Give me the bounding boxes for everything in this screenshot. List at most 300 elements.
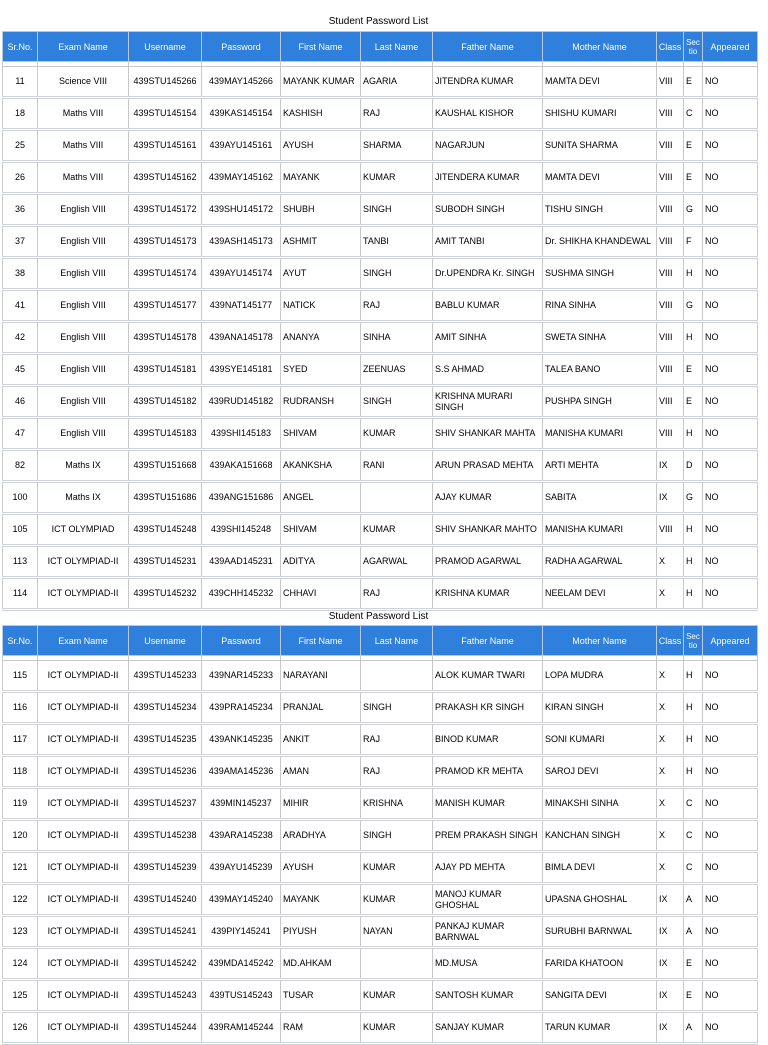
cell-father-name: SHIV SHANKAR MAHTO — [433, 514, 543, 546]
header-first-name: First Name — [281, 626, 361, 656]
cell-exam-name: ICT OLYMPIAD-II — [38, 724, 129, 756]
cell-section: E — [684, 948, 703, 980]
cell-exam-name: Maths VIII — [38, 130, 129, 162]
cell-exam-name: ICT OLYMPIAD-II — [38, 756, 129, 788]
cell-password: 439AAD145231 — [202, 546, 281, 578]
cell-section: H — [684, 724, 703, 756]
header-father-name: Father Name — [433, 626, 543, 656]
cell-last-name: SINGH — [361, 386, 433, 418]
cell-appeared: NO — [703, 450, 758, 482]
cell-section: E — [684, 354, 703, 386]
cell-appeared: NO — [703, 948, 758, 980]
cell-sr-no: 119 — [3, 788, 38, 820]
cell-last-name: SINGH — [361, 820, 433, 852]
cell-sr-no: 126 — [3, 1012, 38, 1044]
cell-username: 439STU151686 — [129, 482, 202, 514]
cell-section: A — [684, 884, 703, 916]
cell-first-name: SHIVAM — [281, 514, 361, 546]
cell-username: 439STU145233 — [129, 661, 202, 692]
cell-mother-name: TISHU SINGH — [543, 194, 657, 226]
cell-sr-no: 36 — [3, 194, 38, 226]
table-row — [3, 820, 758, 852]
cell-class: X — [657, 852, 684, 884]
cell-password: 439CHH145232 — [202, 578, 281, 610]
header-section — [684, 626, 703, 656]
cell-mother-name: MINAKSHI SINHA — [543, 788, 657, 820]
table-row — [3, 578, 758, 610]
table-row — [3, 546, 758, 578]
table-title: Student Password List — [328, 16, 429, 27]
cell-last-name: RAJ — [361, 578, 433, 610]
cell-first-name: SHIVAM — [281, 418, 361, 450]
cell-first-name: MAYANK — [281, 162, 361, 194]
header-password: Password — [202, 32, 281, 62]
cell-section: H — [684, 661, 703, 692]
cell-father-name: PRAKASH KR SINGH — [433, 692, 543, 724]
cell-sr-no: 41 — [3, 290, 38, 322]
cell-password: 439MAY145266 — [202, 67, 281, 98]
cell-exam-name: ICT OLYMPIAD-II — [38, 546, 129, 578]
cell-appeared: NO — [703, 258, 758, 290]
cell-password: 439MAY145162 — [202, 162, 281, 194]
cell-last-name — [361, 948, 433, 980]
cell-first-name: PIYUSH — [281, 916, 361, 948]
cell-first-name: PRANJAL — [281, 692, 361, 724]
cell-appeared: NO — [703, 322, 758, 354]
cell-password: 439PIY145241 — [202, 916, 281, 948]
cell-password: 439RUD145182 — [202, 386, 281, 418]
cell-section: E — [684, 980, 703, 1012]
cell-section: H — [684, 514, 703, 546]
cell-username: 439STU145239 — [129, 852, 202, 884]
cell-last-name: NAYAN — [361, 916, 433, 948]
cell-appeared: NO — [703, 661, 758, 692]
cell-mother-name: FARIDA KHATOON — [543, 948, 657, 980]
cell-sr-no: 120 — [3, 820, 38, 852]
cell-exam-name: ICT OLYMPIAD-II — [38, 980, 129, 1012]
cell-father-name: S.S AHMAD — [433, 354, 543, 386]
header-password: Password — [202, 626, 281, 656]
cell-sr-no: 114 — [3, 578, 38, 610]
cell-sr-no: 124 — [3, 948, 38, 980]
cell-sr-no: 121 — [3, 852, 38, 884]
cell-appeared: NO — [703, 724, 758, 756]
cell-last-name: KUMAR — [361, 884, 433, 916]
cell-sr-no: 116 — [3, 692, 38, 724]
cell-appeared: NO — [703, 884, 758, 916]
cell-sr-no: 11 — [3, 67, 38, 98]
header-exam-name: Exam Name — [38, 32, 129, 62]
cell-father-name: MD.MUSA — [433, 948, 543, 980]
cell-sr-no: 18 — [3, 98, 38, 130]
cell-username: 439STU145244 — [129, 1012, 202, 1044]
cell-section: E — [684, 67, 703, 98]
cell-appeared: NO — [703, 386, 758, 418]
table-body — [3, 661, 758, 1044]
cell-password: 439AYU145174 — [202, 258, 281, 290]
cell-sr-no: 46 — [3, 386, 38, 418]
cell-father-name: SANJAY KUMAR — [433, 1012, 543, 1044]
cell-password: 439TUS145243 — [202, 980, 281, 1012]
cell-last-name: AGARWAL — [361, 546, 433, 578]
cell-password: 439ANK145235 — [202, 724, 281, 756]
cell-class: X — [657, 820, 684, 852]
cell-section: E — [684, 386, 703, 418]
cell-father-name: ALOK KUMAR TWARI — [433, 661, 543, 692]
cell-father-name: JITENDRA KUMAR — [433, 67, 543, 98]
table-row — [3, 980, 758, 1012]
cell-class: VIII — [657, 386, 684, 418]
cell-appeared: NO — [703, 820, 758, 852]
cell-mother-name: SAROJ DEVI — [543, 756, 657, 788]
cell-exam-name: ICT OLYMPIAD-II — [38, 578, 129, 610]
cell-username: 439STU145243 — [129, 980, 202, 1012]
cell-password: 439ANG151686 — [202, 482, 281, 514]
header-section-line1: Sec — [686, 631, 700, 641]
header-appeared: Appeared — [703, 626, 758, 656]
cell-mother-name: SUNITA SHARMA — [543, 130, 657, 162]
cell-password: 439SHU145172 — [202, 194, 281, 226]
header-exam-name: Exam Name — [38, 626, 129, 656]
cell-username: 439STU145238 — [129, 820, 202, 852]
cell-mother-name: SHISHU KUMARI — [543, 98, 657, 130]
header-section-line1: Sec — [686, 37, 700, 47]
cell-last-name: RAJ — [361, 756, 433, 788]
cell-last-name — [361, 661, 433, 692]
cell-appeared: NO — [703, 194, 758, 226]
cell-section: G — [684, 290, 703, 322]
cell-class: X — [657, 724, 684, 756]
header-class: Class — [657, 32, 684, 62]
header-sr-no: Sr.No. — [3, 626, 38, 656]
cell-class: IX — [657, 1012, 684, 1044]
cell-password: 439SHI145183 — [202, 418, 281, 450]
cell-father-name: BABLU KUMAR — [433, 290, 543, 322]
cell-exam-name: Maths IX — [38, 482, 129, 514]
student-password-table — [2, 31, 758, 611]
cell-last-name: KUMAR — [361, 514, 433, 546]
cell-last-name: KUMAR — [361, 418, 433, 450]
cell-exam-name: English VIII — [38, 194, 129, 226]
cell-password: 439MAY145240 — [202, 884, 281, 916]
cell-class: IX — [657, 980, 684, 1012]
cell-father-name: JITENDERA KUMAR — [433, 162, 543, 194]
cell-mother-name: RINA SINHA — [543, 290, 657, 322]
table-row — [3, 482, 758, 514]
cell-appeared: NO — [703, 692, 758, 724]
table-header — [3, 626, 758, 661]
cell-exam-name: ICT OLYMPIAD-II — [38, 661, 129, 692]
cell-mother-name: TARUN KUMAR — [543, 1012, 657, 1044]
cell-last-name: KUMAR — [361, 1012, 433, 1044]
cell-password: 439MDA145242 — [202, 948, 281, 980]
cell-appeared: NO — [703, 130, 758, 162]
cell-section: C — [684, 788, 703, 820]
cell-username: 439STU145162 — [129, 162, 202, 194]
header-section-line2: tio — [688, 46, 698, 56]
cell-sr-no: 123 — [3, 916, 38, 948]
cell-username: 439STU145178 — [129, 322, 202, 354]
cell-password: 439ARA145238 — [202, 820, 281, 852]
cell-exam-name: ICT OLYMPIAD-II — [38, 1012, 129, 1044]
cell-exam-name: Science VIII — [38, 67, 129, 98]
cell-class: IX — [657, 884, 684, 916]
cell-password: 439AYU145239 — [202, 852, 281, 884]
table-row — [3, 450, 758, 482]
cell-exam-name: ICT OLYMPIAD-II — [38, 692, 129, 724]
cell-appeared: NO — [703, 756, 758, 788]
cell-class: X — [657, 692, 684, 724]
cell-class: VIII — [657, 67, 684, 98]
table-row — [3, 162, 758, 194]
header-class: Class — [657, 626, 684, 656]
header-appeared: Appeared — [703, 32, 758, 62]
cell-mother-name: PUSHPA SINGH — [543, 386, 657, 418]
cell-exam-name: ICT OLYMPIAD-II — [38, 852, 129, 884]
cell-exam-name: ICT OLYMPIAD-II — [38, 788, 129, 820]
cell-class: VIII — [657, 290, 684, 322]
cell-first-name: SHUBH — [281, 194, 361, 226]
cell-sr-no: 47 — [3, 418, 38, 450]
cell-username: 439STU145241 — [129, 916, 202, 948]
table-row — [3, 130, 758, 162]
cell-mother-name: SONI KUMARI — [543, 724, 657, 756]
cell-appeared: NO — [703, 226, 758, 258]
cell-username: 439STU145183 — [129, 418, 202, 450]
cell-password: 439ANA145178 — [202, 322, 281, 354]
cell-appeared: NO — [703, 514, 758, 546]
cell-username: 439STU145237 — [129, 788, 202, 820]
cell-mother-name: MANISHA KUMARI — [543, 514, 657, 546]
cell-father-name: SUBODH SINGH — [433, 194, 543, 226]
cell-section: A — [684, 1012, 703, 1044]
cell-class: IX — [657, 450, 684, 482]
cell-mother-name: BIMLA DEVI — [543, 852, 657, 884]
cell-class: VIII — [657, 98, 684, 130]
cell-username: 439STU145172 — [129, 194, 202, 226]
cell-mother-name: LOPA MUDRA — [543, 661, 657, 692]
cell-last-name: KUMAR — [361, 980, 433, 1012]
cell-appeared: NO — [703, 290, 758, 322]
cell-password: 439NAR145233 — [202, 661, 281, 692]
cell-first-name: KASHISH — [281, 98, 361, 130]
cell-first-name: AYUSH — [281, 852, 361, 884]
cell-exam-name: English VIII — [38, 386, 129, 418]
header-mother-name: Mother Name — [543, 626, 657, 656]
cell-sr-no: 105 — [3, 514, 38, 546]
cell-exam-name: ICT OLYMPIAD-II — [38, 916, 129, 948]
cell-username: 439STU145242 — [129, 948, 202, 980]
cell-exam-name: English VIII — [38, 418, 129, 450]
cell-section: C — [684, 820, 703, 852]
header-username: Username — [129, 32, 202, 62]
cell-first-name: MAYANK — [281, 884, 361, 916]
cell-sr-no: 122 — [3, 884, 38, 916]
cell-exam-name: English VIII — [38, 290, 129, 322]
cell-first-name: CHHAVI — [281, 578, 361, 610]
cell-section: E — [684, 162, 703, 194]
cell-appeared: NO — [703, 852, 758, 884]
cell-password: 439AKA151668 — [202, 450, 281, 482]
cell-mother-name: ARTI MEHTA — [543, 450, 657, 482]
cell-father-name: SHIV SHANKAR MAHTA — [433, 418, 543, 450]
table-row — [3, 724, 758, 756]
cell-exam-name: English VIII — [38, 322, 129, 354]
table-row — [3, 948, 758, 980]
cell-appeared: NO — [703, 980, 758, 1012]
cell-father-name: ARUN PRASAD MEHTA — [433, 450, 543, 482]
cell-exam-name: ICT OLYMPIAD — [38, 514, 129, 546]
cell-father-name: NAGARJUN — [433, 130, 543, 162]
table-row — [3, 788, 758, 820]
cell-appeared: NO — [703, 578, 758, 610]
table-row — [3, 67, 758, 98]
cell-appeared: NO — [703, 67, 758, 98]
cell-appeared: NO — [703, 1012, 758, 1044]
cell-last-name: RANI — [361, 450, 433, 482]
cell-password: 439SYE145181 — [202, 354, 281, 386]
cell-sr-no: 38 — [3, 258, 38, 290]
cell-username: 439STU145154 — [129, 98, 202, 130]
table-row — [3, 514, 758, 546]
cell-password: 439PRA145234 — [202, 692, 281, 724]
cell-appeared: NO — [703, 418, 758, 450]
cell-sr-no: 117 — [3, 724, 38, 756]
cell-class: IX — [657, 948, 684, 980]
cell-exam-name: English VIII — [38, 258, 129, 290]
cell-username: 439STU145240 — [129, 884, 202, 916]
cell-father-name: PREM PRAKASH SINGH — [433, 820, 543, 852]
cell-last-name: AGARIA — [361, 67, 433, 98]
cell-section: A — [684, 916, 703, 948]
table-header — [3, 32, 758, 67]
cell-sr-no: 100 — [3, 482, 38, 514]
table-row — [3, 661, 758, 692]
table-title: Student Password List — [328, 611, 429, 622]
cell-appeared: NO — [703, 916, 758, 948]
header-row — [3, 626, 758, 656]
cell-father-name: PRAMOD KR MEHTA — [433, 756, 543, 788]
header-sr-no: Sr.No. — [3, 32, 38, 62]
cell-password: 439KAS145154 — [202, 98, 281, 130]
cell-class: X — [657, 661, 684, 692]
cell-mother-name: SABITA — [543, 482, 657, 514]
cell-mother-name: KIRAN SINGH — [543, 692, 657, 724]
cell-class: VIII — [657, 354, 684, 386]
cell-section: D — [684, 450, 703, 482]
cell-sr-no: 25 — [3, 130, 38, 162]
cell-first-name: MAYANK KUMAR — [281, 67, 361, 98]
cell-password: 439MIN145237 — [202, 788, 281, 820]
cell-mother-name: UPASNA GHOSHAL — [543, 884, 657, 916]
cell-last-name — [361, 482, 433, 514]
cell-password: 439SHI145248 — [202, 514, 281, 546]
cell-mother-name: NEELAM DEVI — [543, 578, 657, 610]
cell-exam-name: Maths IX — [38, 450, 129, 482]
cell-first-name: ANGEL — [281, 482, 361, 514]
cell-last-name: SINGH — [361, 194, 433, 226]
cell-class: IX — [657, 482, 684, 514]
cell-username: 439STU145161 — [129, 130, 202, 162]
cell-class: VIII — [657, 130, 684, 162]
cell-class: X — [657, 578, 684, 610]
cell-exam-name: ICT OLYMPIAD-II — [38, 820, 129, 852]
cell-first-name: NATICK — [281, 290, 361, 322]
cell-first-name: AYUT — [281, 258, 361, 290]
cell-username: 439STU145234 — [129, 692, 202, 724]
cell-exam-name: ICT OLYMPIAD-II — [38, 884, 129, 916]
cell-first-name: MD.AHKAM — [281, 948, 361, 980]
cell-password: 439AMA145236 — [202, 756, 281, 788]
cell-first-name: ARADHYA — [281, 820, 361, 852]
cell-father-name: KAUSHAL KISHOR — [433, 98, 543, 130]
cell-sr-no: 42 — [3, 322, 38, 354]
cell-father-name: AJAY KUMAR — [433, 482, 543, 514]
table-row — [3, 386, 758, 418]
table-row — [3, 226, 758, 258]
cell-username: 439STU151668 — [129, 450, 202, 482]
cell-first-name: TUSAR — [281, 980, 361, 1012]
cell-appeared: NO — [703, 546, 758, 578]
cell-mother-name: RADHA AGARWAL — [543, 546, 657, 578]
cell-username: 439STU145236 — [129, 756, 202, 788]
cell-appeared: NO — [703, 98, 758, 130]
cell-class: VIII — [657, 162, 684, 194]
cell-class: VIII — [657, 418, 684, 450]
cell-exam-name: ICT OLYMPIAD-II — [38, 948, 129, 980]
cell-section: G — [684, 482, 703, 514]
cell-sr-no: 82 — [3, 450, 38, 482]
cell-first-name: AYUSH — [281, 130, 361, 162]
table-row — [3, 258, 758, 290]
cell-username: 439STU145235 — [129, 724, 202, 756]
cell-section: H — [684, 756, 703, 788]
cell-father-name: SANTOSH KUMAR — [433, 980, 543, 1012]
cell-username: 439STU145266 — [129, 67, 202, 98]
cell-section: H — [684, 578, 703, 610]
cell-first-name: RUDRANSH — [281, 386, 361, 418]
table-row — [3, 756, 758, 788]
cell-section: E — [684, 130, 703, 162]
table-row — [3, 418, 758, 450]
header-first-name: First Name — [281, 32, 361, 62]
table-row — [3, 1012, 758, 1044]
header-section — [684, 32, 703, 62]
cell-appeared: NO — [703, 788, 758, 820]
table-row — [3, 194, 758, 226]
cell-exam-name: English VIII — [38, 226, 129, 258]
header-section-line2: tio — [688, 640, 698, 650]
header-row — [3, 32, 758, 62]
cell-password: 439AYU145161 — [202, 130, 281, 162]
cell-class: VIII — [657, 194, 684, 226]
cell-username: 439STU145173 — [129, 226, 202, 258]
cell-father-name: KRISHNA KUMAR — [433, 578, 543, 610]
cell-username: 439STU145177 — [129, 290, 202, 322]
cell-class: VIII — [657, 514, 684, 546]
cell-mother-name: SUSHMA SINGH — [543, 258, 657, 290]
cell-section: H — [684, 546, 703, 578]
cell-sr-no: 118 — [3, 756, 38, 788]
cell-section: H — [684, 258, 703, 290]
cell-first-name: ANKIT — [281, 724, 361, 756]
header-last-name: Last Name — [361, 32, 433, 62]
cell-father-name: PANKAJ KUMAR BARNWAL — [433, 916, 543, 948]
cell-username: 439STU145231 — [129, 546, 202, 578]
cell-last-name: KUMAR — [361, 162, 433, 194]
cell-first-name: RAM — [281, 1012, 361, 1044]
cell-mother-name: MAMTA DEVI — [543, 162, 657, 194]
